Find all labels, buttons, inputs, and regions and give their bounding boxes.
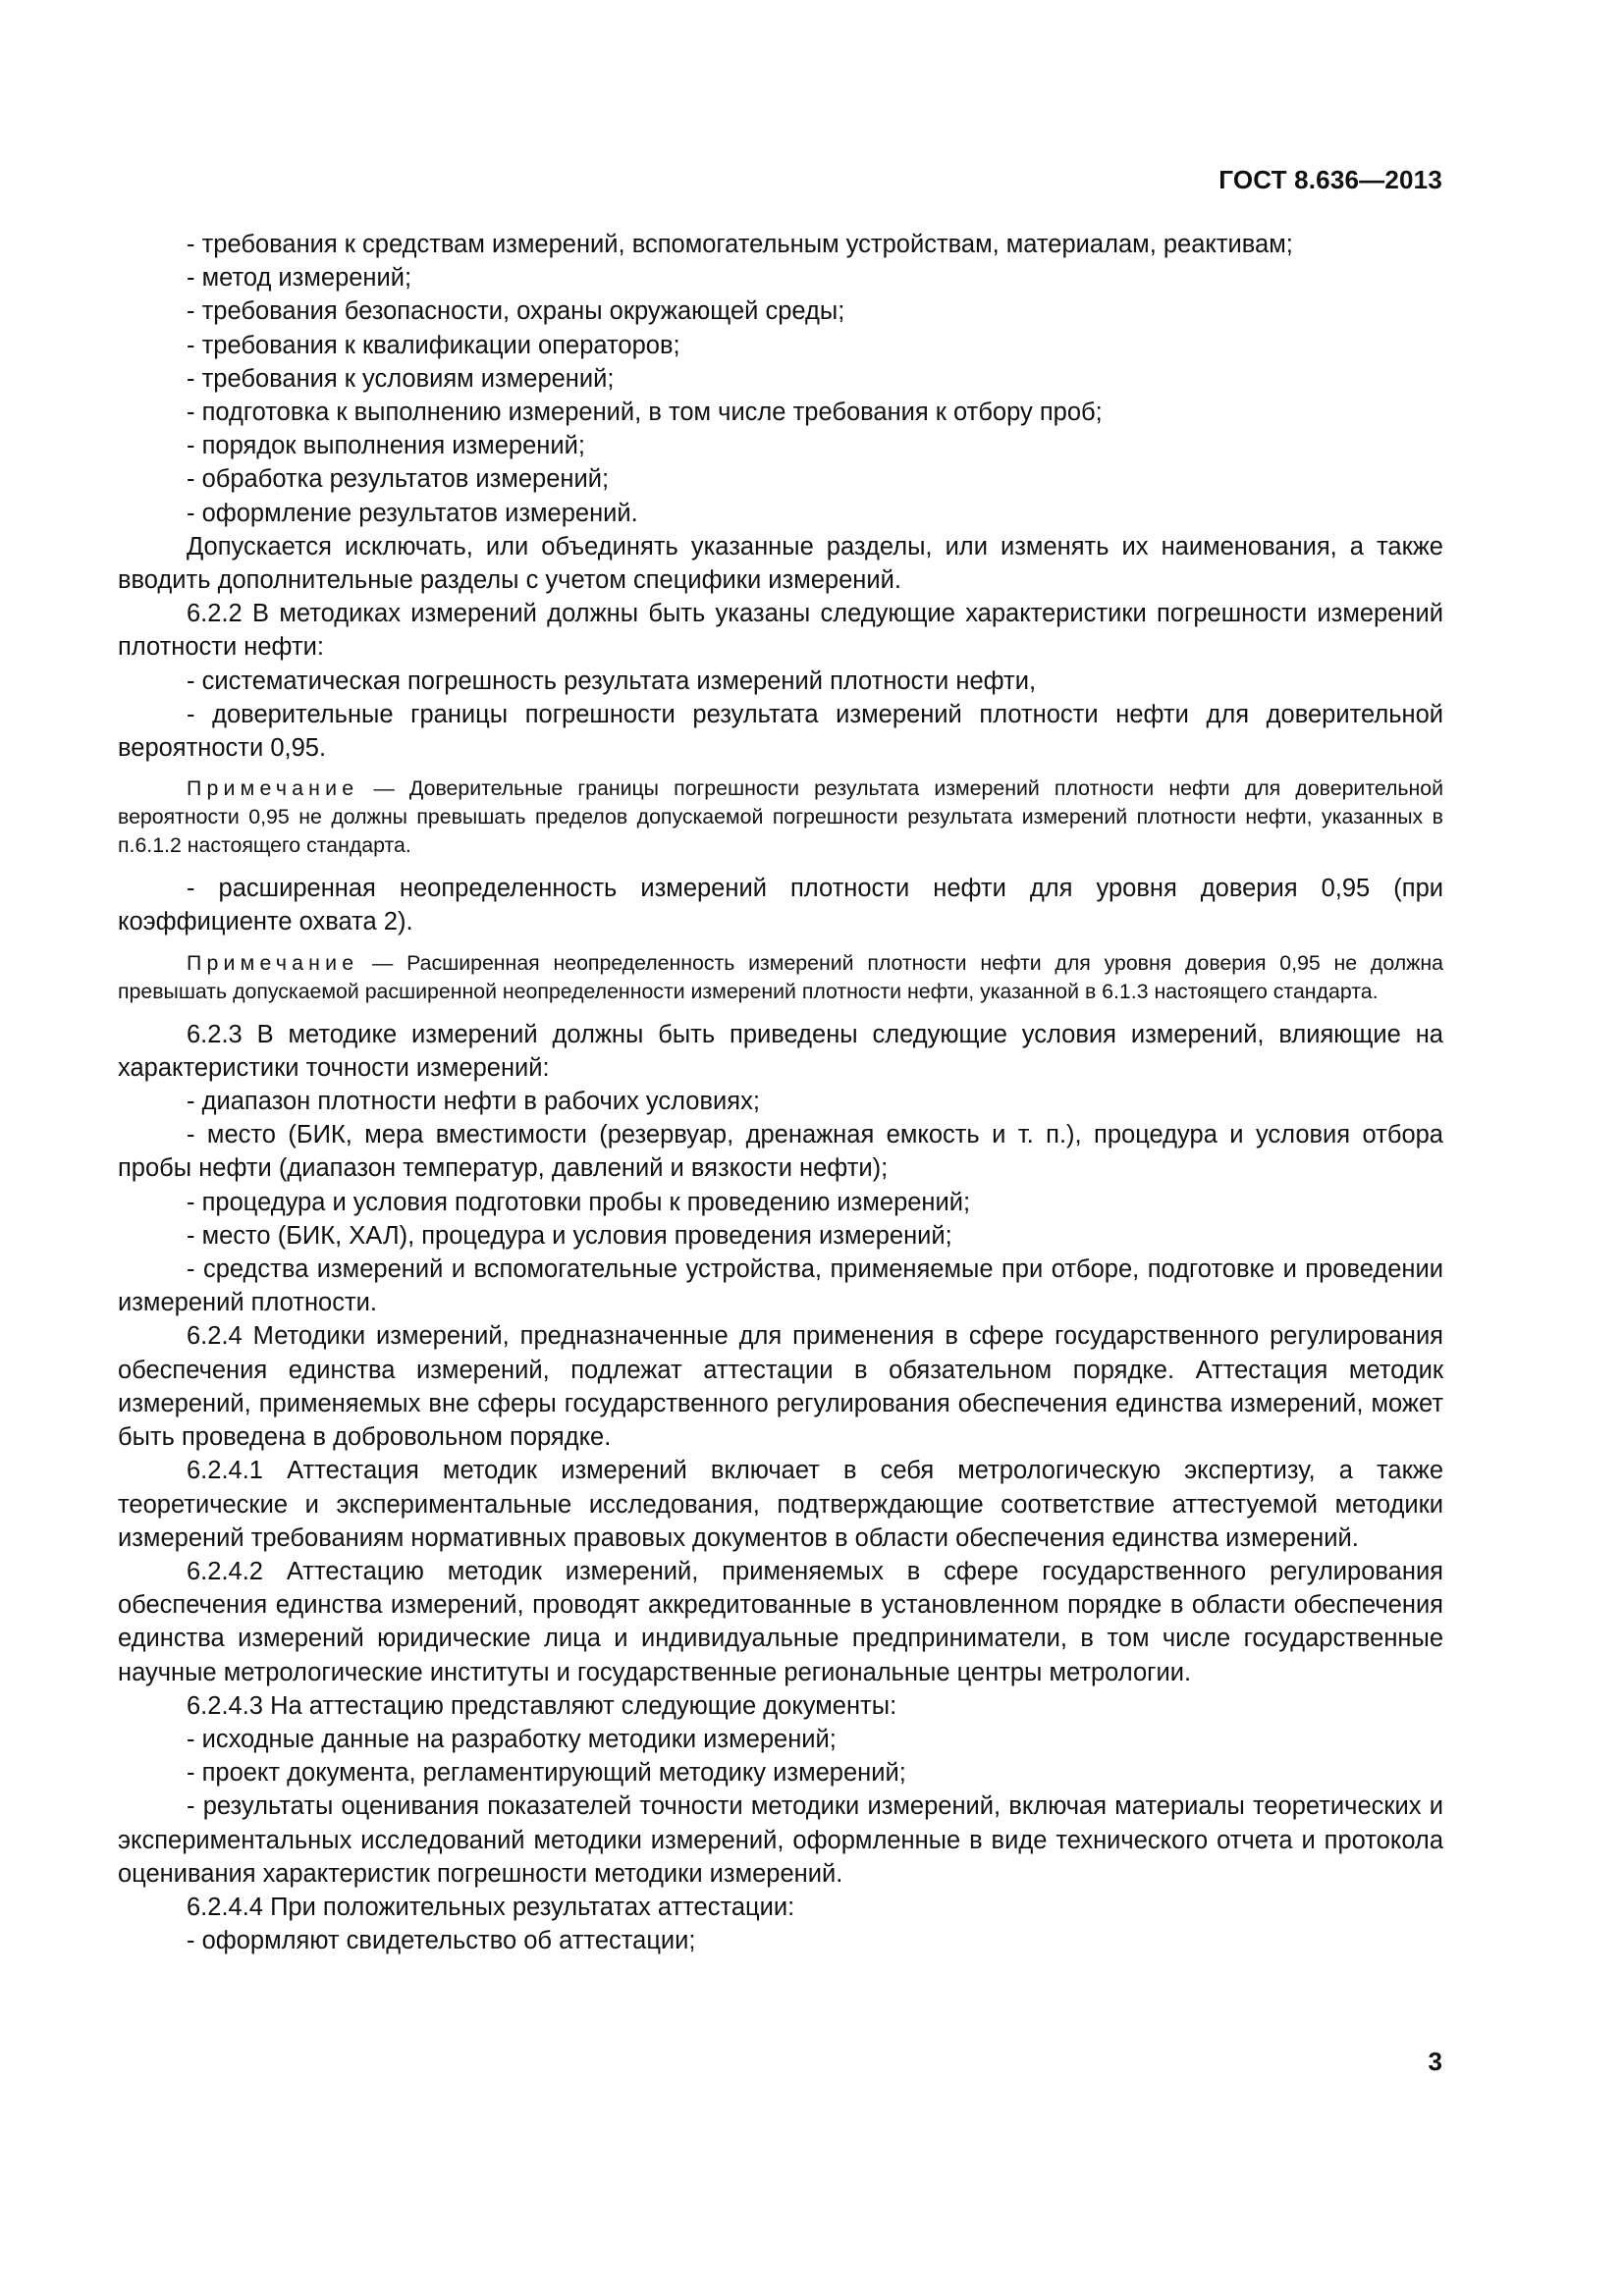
paragraph: 6.2.4.4 При положительных результатах аттестации: (187, 1893, 795, 1921)
paragraph: - подготовка к выполнению измерений, в том числе требования к отбору проб; (187, 399, 1103, 427)
paragraph: 6.2.2 В методиках измерений должны быть указаны следующие характеристики погрешности измерений плотности нефти: (118, 600, 1443, 662)
note-label: Примечание (187, 950, 359, 975)
paragraph: - оформляют свидетельство об аттестации; (187, 1927, 696, 1955)
paragraph: 6.2.4.1 Аттестация методик измерений включает в себя метрологическую экспертизу, а также теоретические и экспериментальные исследования, подтверждающие соответствие аттестуемой методики измерений требованиям нормативных правовых документов в области обеспечения единства измерений. (118, 1457, 1443, 1552)
paragraph: - порядок выполнения измерений; (187, 432, 585, 460)
paragraph: - место (БИК, мера вместимости (резервуар, дренажная емкость и т. п.), процедура и условия отбора пробы нефти (диапазон температур, давлений и вязкости нефти); (118, 1121, 1443, 1183)
page-number: 3 (1428, 2047, 1442, 2076)
paragraph: - обработка результатов измерений; (187, 465, 610, 494)
paragraph: - оформление результатов измерений. (187, 499, 638, 527)
paragraph: - требования к квалификации операторов; (187, 331, 680, 359)
note-text: — Доверительные границы погрешности результата измерений плотности нефти для доверительной вероятности 0,95 не должны превышать пределов допускаемой погрешности результата измерений плотности нефти, указанных в п.6.1.2 настоящего стандарта. (118, 776, 1443, 858)
paragraph: - требования к условиям измерений; (187, 364, 615, 393)
document-code: ГОСТ 8.636—2013 (1218, 165, 1442, 194)
paragraph: - доверительные границы погрешности результата измерений плотности нефти для доверительной вероятности 0,95. (118, 700, 1443, 763)
paragraph: - метод измерений; (187, 264, 412, 293)
paragraph: Допускается исключать, или объединять указанные разделы, или изменять их наименования, а также вводить дополнительные разделы с учетом специфики измерений. (118, 532, 1443, 595)
paragraph: - требования к средствам измерений, вспомогательным устройствам, материалам, реактивам; (187, 231, 1293, 258)
document-body (118, 228, 1443, 1957)
paragraph: 6.2.4.3 На аттестацию представляют следующие документы: (187, 1691, 897, 1720)
paragraph: - расширенная неопределенность измерений плотности нефти для уровня доверия 0,95 (при коэффициенте охвата 2). (118, 875, 1443, 936)
note-paragraph (118, 774, 1443, 860)
paragraph: - проект документа, регламентирующий методику измерений; (187, 1759, 906, 1788)
paragraph: 6.2.4.2 Аттестацию методик измерений, применяемых в сфере государственного регулирования обеспечения единства измерений, проводят аккредитованные в установленном порядке в области обеспечения единства измерений юридические лица и индивидуальные предприниматели, в том числе государственные научные метрологические институты и государственные региональные центры метрологии. (118, 1557, 1443, 1686)
paragraph: 6.2.4 Методики измерений, предназначенные для применения в сфере государственного регулирования обеспечения единства измерений, подлежат аттестации в обязательном порядке. Аттестация методик измерений, применяемых вне сферы государственного регулирования обеспечения единства измерений, может быть проведена в добровольном порядке. (118, 1322, 1443, 1452)
note-label: Примечание (187, 776, 359, 801)
paragraph: 6.2.3 В методике измерений должны быть приведены следующие условия измерений, влияющие на характеристики точности измерений: (118, 1020, 1443, 1082)
paragraph: - систематическая погрешность результата измерений плотности нефти, (187, 667, 1037, 695)
paragraph: - процедура и условия подготовки пробы к проведению измерений; (187, 1188, 971, 1216)
paragraph: - диапазон плотности нефти в рабочих условиях; (187, 1088, 760, 1116)
paragraph: - место (БИК, ХАЛ), процедура и условия проведения измерений; (187, 1221, 952, 1250)
note-text: — Расширенная неопределенность измерений плотности нефти для уровня доверия 0,95 не должна превышать допускаемой расширенной неопределенности измерений плотности нефти, указанной в 6.1.3 настоящего стандарта. (118, 950, 1443, 1003)
paragraph: - требования безопасности, охраны окружающей среды; (187, 297, 845, 326)
note-paragraph (118, 949, 1443, 1006)
paragraph: - средства измерений и вспомогательные устройства, применяемые при отборе, подготовке и проведении измерений плотности. (118, 1255, 1443, 1317)
paragraph: - результаты оценивания показателей точности методики измерений, включая материалы теоретических и экспериментальных исследований методики измерений, оформленные в виде технического отчета и протокола оценивания характеристик погрешности методики измерений. (118, 1792, 1443, 1888)
paragraph: - исходные данные на разработку методики измерений; (187, 1725, 837, 1753)
